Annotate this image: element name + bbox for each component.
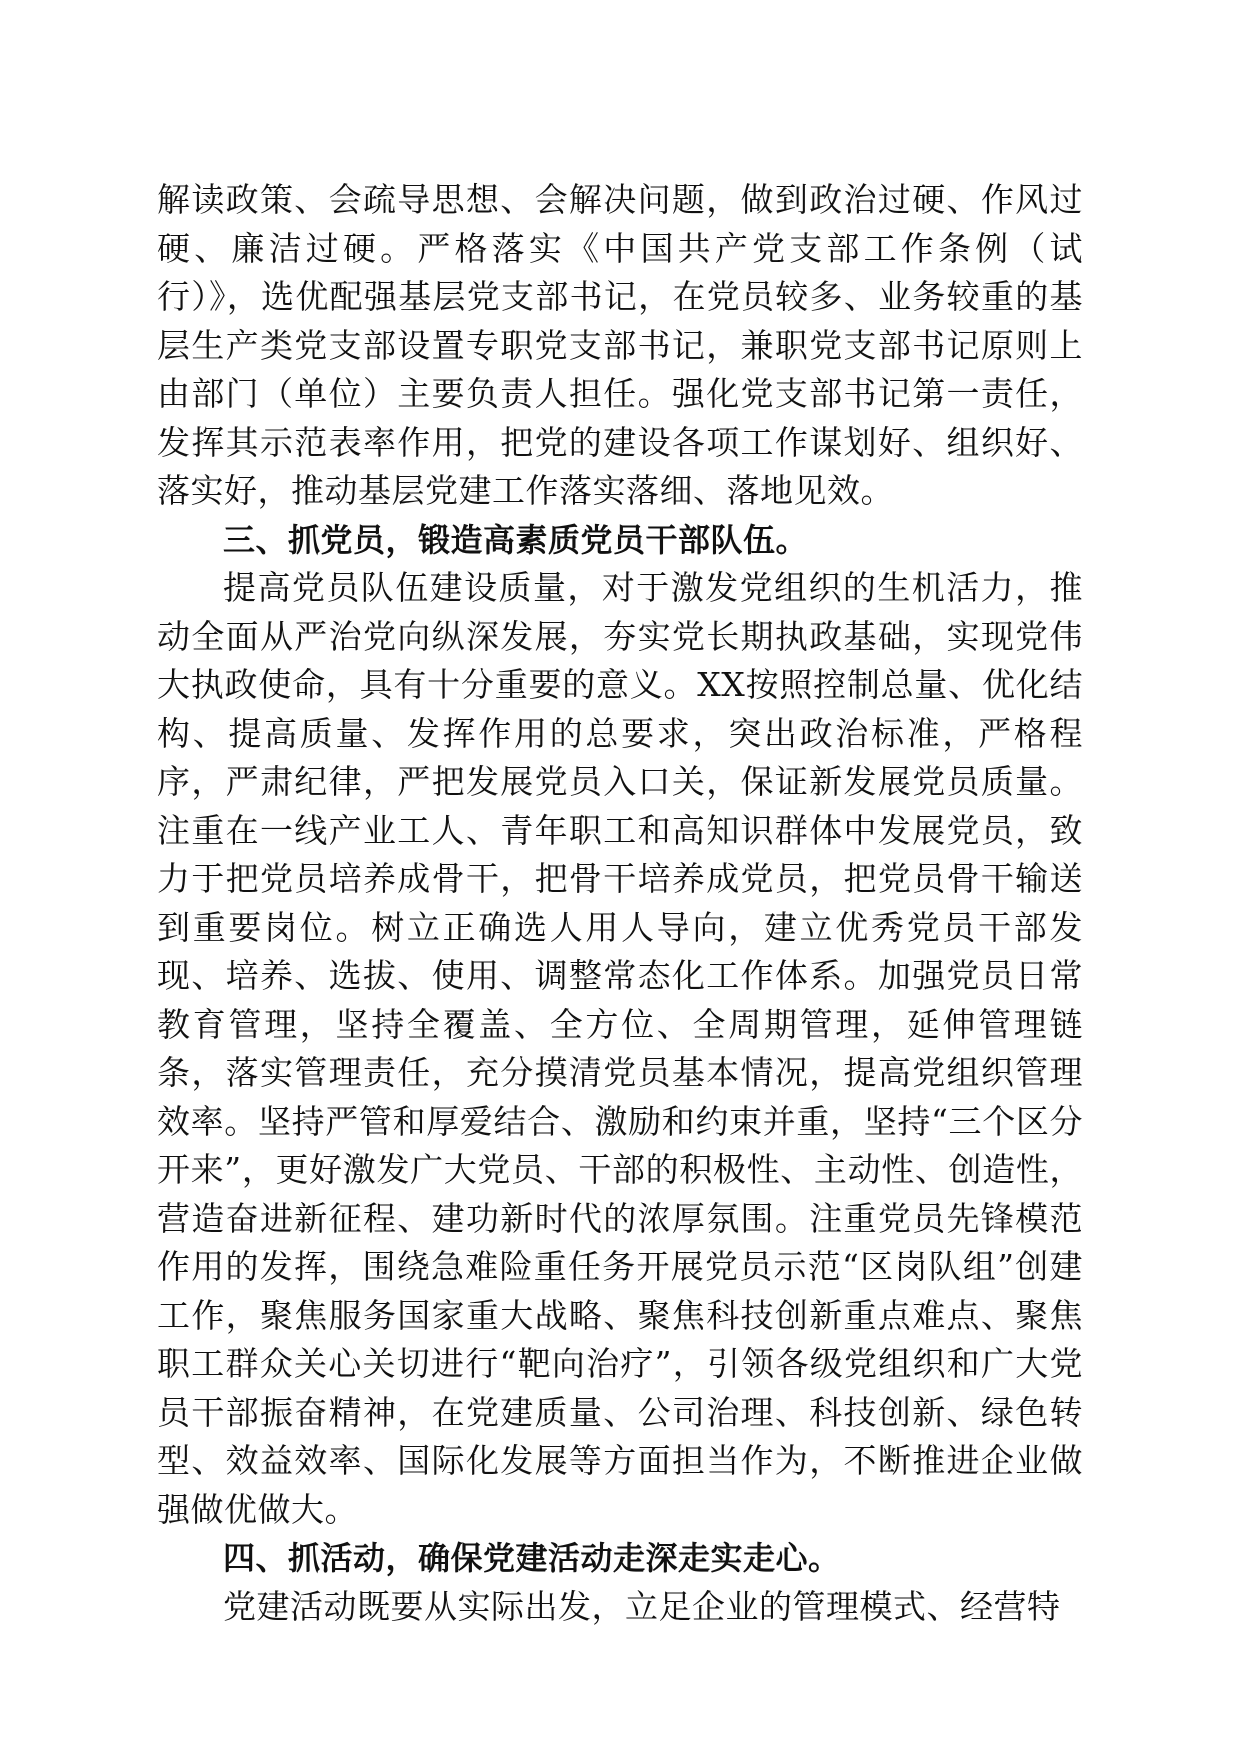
section-heading-3: 三、抓党员，锻造高素质党员干部队伍。 bbox=[223, 520, 809, 559]
paragraph-activities: 党建活动既要从实际出发，立足企业的管理模式、经营特 bbox=[223, 1586, 1061, 1626]
paragraph-continuation: 解读政策、会疏导思想、会解决问题，做到政治过硬、作风过硬、廉洁过硬。严格落实《中国共产党支部工作条例（试行）》，选优配强基层党支部书记，在党员较多、业务较重的基层生产类党支部设置专职党支部书记，兼职党支部书记原则上由部门（单位）主要负责人担任。强化党支部书记第一责任，发挥其示范表率作用，把党的建设各项工作谋划好、组织好、落实好，推动基层党建工作落实落细、落地见效。 bbox=[157, 180, 1083, 510]
paragraph-party-members: 提高党员队伍建设质量，对于激发党组织的生机活力，推动全面从严治党向纵深发展，夯实党长期执政基础，实现党伟大执政使命，具有十分重要的意义。XX按照控制总量、优化结构、提高质量、发挥作用的总要求，突出政治标准，严格程序，严肃纪律，严把发展党员入口关，保证新发展党员质量。注重在一线产业工人、青年职工和高知识群体中发展党员，致力于把党员培养成骨干，把骨干培养成党员，把党员骨干输送到重要岗位。树立正确选人用人导向，建立优秀党员干部发现、培养、选拔、使用、调整常态化工作体系。加强党员日常教育管理，坚持全覆盖、全方位、全周期管理，延伸管理链条，落实管理责任，充分摸清党员基本情况，提高党组织管理效率。坚持严管和厚爱结合、激励和约束并重，坚持“三个区分开来”，更好激发广大党员、干部的积极性、主动性、创造性，营造奋进新征程、建功新时代的浓厚氛围。注重党员先锋模范作用的发挥，围绕急难险重任务开展党员示范“区岗队组”创建工作，聚焦服务国家重大战略、聚焦科技创新重点难点、聚焦职工群众关心关切进行“靶向治疗”，引领各级党组织和广大党员干部振奋精神，在党建质量、公司治理、科技创新、绿色转型、效益效率、国际化发展等方面担当作为，不断推进企业做强做优做大。 bbox=[157, 568, 1083, 1529]
document-body bbox=[157, 176, 1083, 1631]
section-heading-4: 四、抓活动，确保党建活动走深走实走心。 bbox=[223, 1539, 841, 1577]
